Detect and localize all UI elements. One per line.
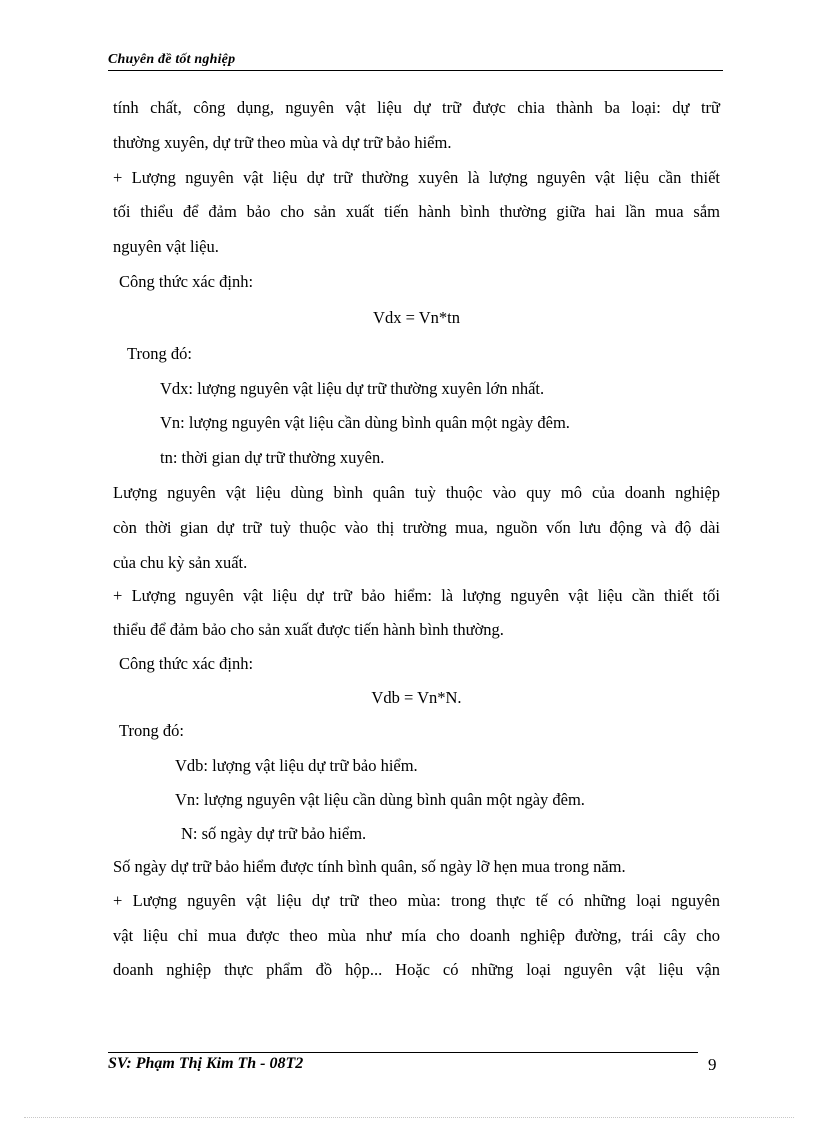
formula: Vdx = Vn*tn xyxy=(373,308,460,327)
body-line: thiểu để đảm bảo cho sản xuất được tiến hành bình thường. xyxy=(113,620,504,639)
formula: Vdb = Vn*N. xyxy=(371,688,462,707)
body-line: thường xuyên, dự trữ theo mùa và dự trữ bảo hiểm. xyxy=(113,133,452,152)
header-title: Chuyên đề tốt nghiệp xyxy=(108,52,236,67)
page-number: 9 xyxy=(708,1055,717,1074)
body-line: Trong đó: xyxy=(119,721,184,740)
body-line: của chu kỳ sản xuất. xyxy=(113,553,248,572)
body-line: tính chất, công dụng, nguyên vật liệu dự trữ được chia thành ba loại: dự trữ xyxy=(113,98,720,117)
body-line: Số ngày dự trữ bảo hiểm được tính bình quân, số ngày lỡ hẹn mua trong năm. xyxy=(113,857,626,876)
definition-line: N: số ngày dự trữ bảo hiểm. xyxy=(181,824,367,843)
body-line: vật liệu chỉ mua được theo mùa như mía cho doanh nghiệp đường, trái cây cho xyxy=(113,926,720,945)
definition-line: Vdx: lượng nguyên vật liệu dự trữ thường xuyên lớn nhất. xyxy=(160,379,545,398)
body-line: + Lượng nguyên vật liệu dự trữ theo mùa: trong thực tế có những loại nguyên xyxy=(113,891,720,910)
page-header xyxy=(108,50,723,71)
footer-author: SV: Phạm Thị Kim Th - 08T2 xyxy=(108,1055,304,1072)
body-line: Lượng nguyên vật liệu dùng bình quân tuỳ thuộc vào quy mô của doanh nghiệp xyxy=(113,483,720,502)
body-line: Công thức xác định: xyxy=(119,272,254,291)
definition-line: Vdb: lượng vật liệu dự trữ bảo hiểm. xyxy=(175,756,418,775)
footer-rule xyxy=(108,1052,698,1053)
body-line: Công thức xác định: xyxy=(119,654,254,673)
body-line: còn thời gian dự trữ tuỳ thuộc vào thị trường mua, nguồn vốn lưu động và độ dài xyxy=(113,518,720,537)
body-line: + Lượng nguyên vật liệu dự trữ thường xuyên là lượng nguyên vật liệu cần thiết xyxy=(113,168,720,187)
body-line: doanh nghiệp thực phẩm đồ hộp... Hoặc có những loại nguyên vật liệu vận xyxy=(113,960,720,979)
body-line: tối thiểu để đảm bảo cho sản xuất tiến hành bình thường giữa hai lần mua sắm xyxy=(113,202,720,221)
definition-line: Vn: lượng nguyên vật liệu cần dùng bình quân một ngày đêm. xyxy=(175,790,585,809)
body-line: Trong đó: xyxy=(127,344,192,363)
definition-line: Vn: lượng nguyên vật liệu cần dùng bình quân một ngày đêm. xyxy=(160,413,570,432)
body-line: + Lượng nguyên vật liệu dự trữ bảo hiểm: là lượng nguyên vật liệu cần thiết tối xyxy=(113,586,720,605)
body-line: nguyên vật liệu. xyxy=(113,237,219,256)
page-boundary-divider xyxy=(24,1117,794,1118)
definition-line: tn: thời gian dự trữ thường xuyên. xyxy=(160,448,385,467)
